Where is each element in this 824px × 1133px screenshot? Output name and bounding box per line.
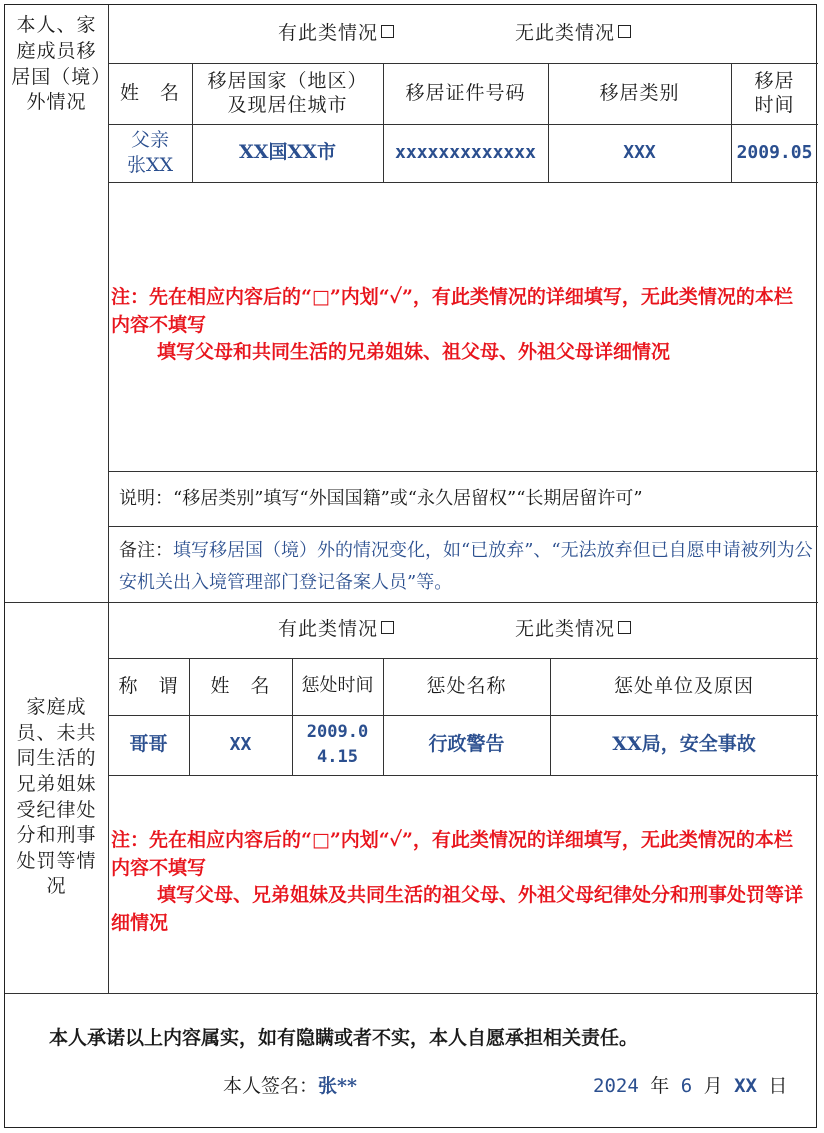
- signature-label: 本人签名：: [223, 1075, 319, 1097]
- s2-row-time: 2009.04.15: [306, 721, 369, 767]
- s1-explain: 说明：“移居类别”填写“外国国籍”或“永久居留权”“长期居留许可”: [119, 488, 643, 509]
- date-day-unit: 日: [768, 1075, 788, 1097]
- s2-header-unit: 惩处单位及原因: [613, 674, 754, 697]
- section1-has-option[interactable]: [278, 22, 394, 46]
- section1-status-row: [108, 5, 818, 63]
- section2-has-label: 有此类情况: [278, 618, 379, 641]
- s1-header-time: 移居时间: [754, 69, 795, 116]
- s2-row-title: 哥哥: [129, 733, 168, 756]
- s1-remark: [119, 535, 814, 598]
- date-month: 6: [680, 1075, 693, 1097]
- s1-header-cert: 移居证件号码: [405, 81, 526, 104]
- section1-none-checkbox[interactable]: [618, 25, 631, 38]
- s1-header-category: 移居类别: [599, 81, 680, 104]
- s1-row-cert-no: xxxxxxxxxxxxx: [395, 141, 536, 163]
- section2-none-label: 无此类情况: [515, 618, 616, 641]
- section2-none-checkbox[interactable]: [618, 621, 631, 634]
- section2-side-label: 家庭成员、未共同生活的兄弟姐妹受纪律处分和刑事处罚等情况: [16, 695, 97, 898]
- s2-note-line2: 填写父母、兄弟姐妹及共同生活的祖父母、外祖父母纪律处分和刑事处罚等详细情况: [111, 884, 804, 934]
- date-year-unit: 年: [650, 1075, 670, 1097]
- s1-note-line1: 注：先在相应内容后的“□”内划“✓”，有此类情况的详细填写，无此类情况的本栏内容不填写: [111, 286, 793, 336]
- s1-note-line2: 填写父母和共同生活的兄弟姐妹、祖父母、外祖父母详细情况: [157, 341, 671, 364]
- s1-row-category: XXX: [623, 141, 656, 163]
- s1-note: [111, 284, 811, 367]
- s1-header-country: 移居国家（地区）及现居住城市: [207, 69, 368, 116]
- pledge-text: 本人承诺以上内容属实，如有隐瞒或者不实，本人自愿承担相关责任。: [49, 1027, 639, 1049]
- s2-header-name: 姓 名: [210, 674, 271, 697]
- section1-none-label: 无此类情况: [515, 22, 616, 45]
- s2-header-time: 惩处时间: [301, 675, 374, 697]
- s1-remark-prefix: 备注：: [119, 540, 173, 561]
- s2-row-unit-reason: XX局，安全事故: [612, 733, 756, 756]
- section2-has-option[interactable]: [278, 618, 394, 642]
- s2-header-penalty: 惩处名称: [426, 674, 507, 697]
- s1-row-name: 张XX: [126, 154, 174, 176]
- s1-row-person: [108, 124, 192, 182]
- s1-row-time: 2009.05: [736, 141, 813, 163]
- s2-note-line1: 注：先在相应内容后的“□”内划“✓”，有此类情况的详细填写，无此类情况的本栏内容不填写: [111, 829, 793, 879]
- signature-value: 张**: [318, 1075, 357, 1097]
- s2-row-penalty: 行政警告: [428, 733, 505, 756]
- section1-has-checkbox[interactable]: [381, 25, 394, 38]
- s2-note: [111, 827, 811, 937]
- s1-remark-text: 填写移居国（境）外的情况变化，如“已放弃”、“无法放弃但已自愿申请被列为公安机关出入境管理部门登记备案人员”等。: [119, 540, 813, 593]
- section2-status-row: [108, 602, 818, 658]
- date-month-unit: 月: [703, 1075, 723, 1097]
- s1-row-relation: 父亲: [130, 129, 169, 152]
- section2-has-checkbox[interactable]: [381, 621, 394, 634]
- s1-row-country-city: XX国XX市: [239, 141, 336, 164]
- date-year: 2024: [593, 1075, 639, 1097]
- section1-side-label: 本人、家庭成员移居国（境）外情况: [11, 14, 102, 114]
- signature-field[interactable]: [223, 1071, 357, 1098]
- s1-header-name: 姓 名: [119, 81, 180, 104]
- section1-none-option[interactable]: [515, 22, 631, 46]
- section1-has-label: 有此类情况: [278, 22, 379, 45]
- section2-none-option[interactable]: [515, 618, 631, 642]
- pledge-date: [593, 1071, 787, 1098]
- form-sheet: [4, 4, 817, 1128]
- date-day: XX: [734, 1075, 757, 1097]
- s2-header-title: 称 谓: [118, 674, 179, 697]
- s2-row-name: XX: [229, 733, 252, 755]
